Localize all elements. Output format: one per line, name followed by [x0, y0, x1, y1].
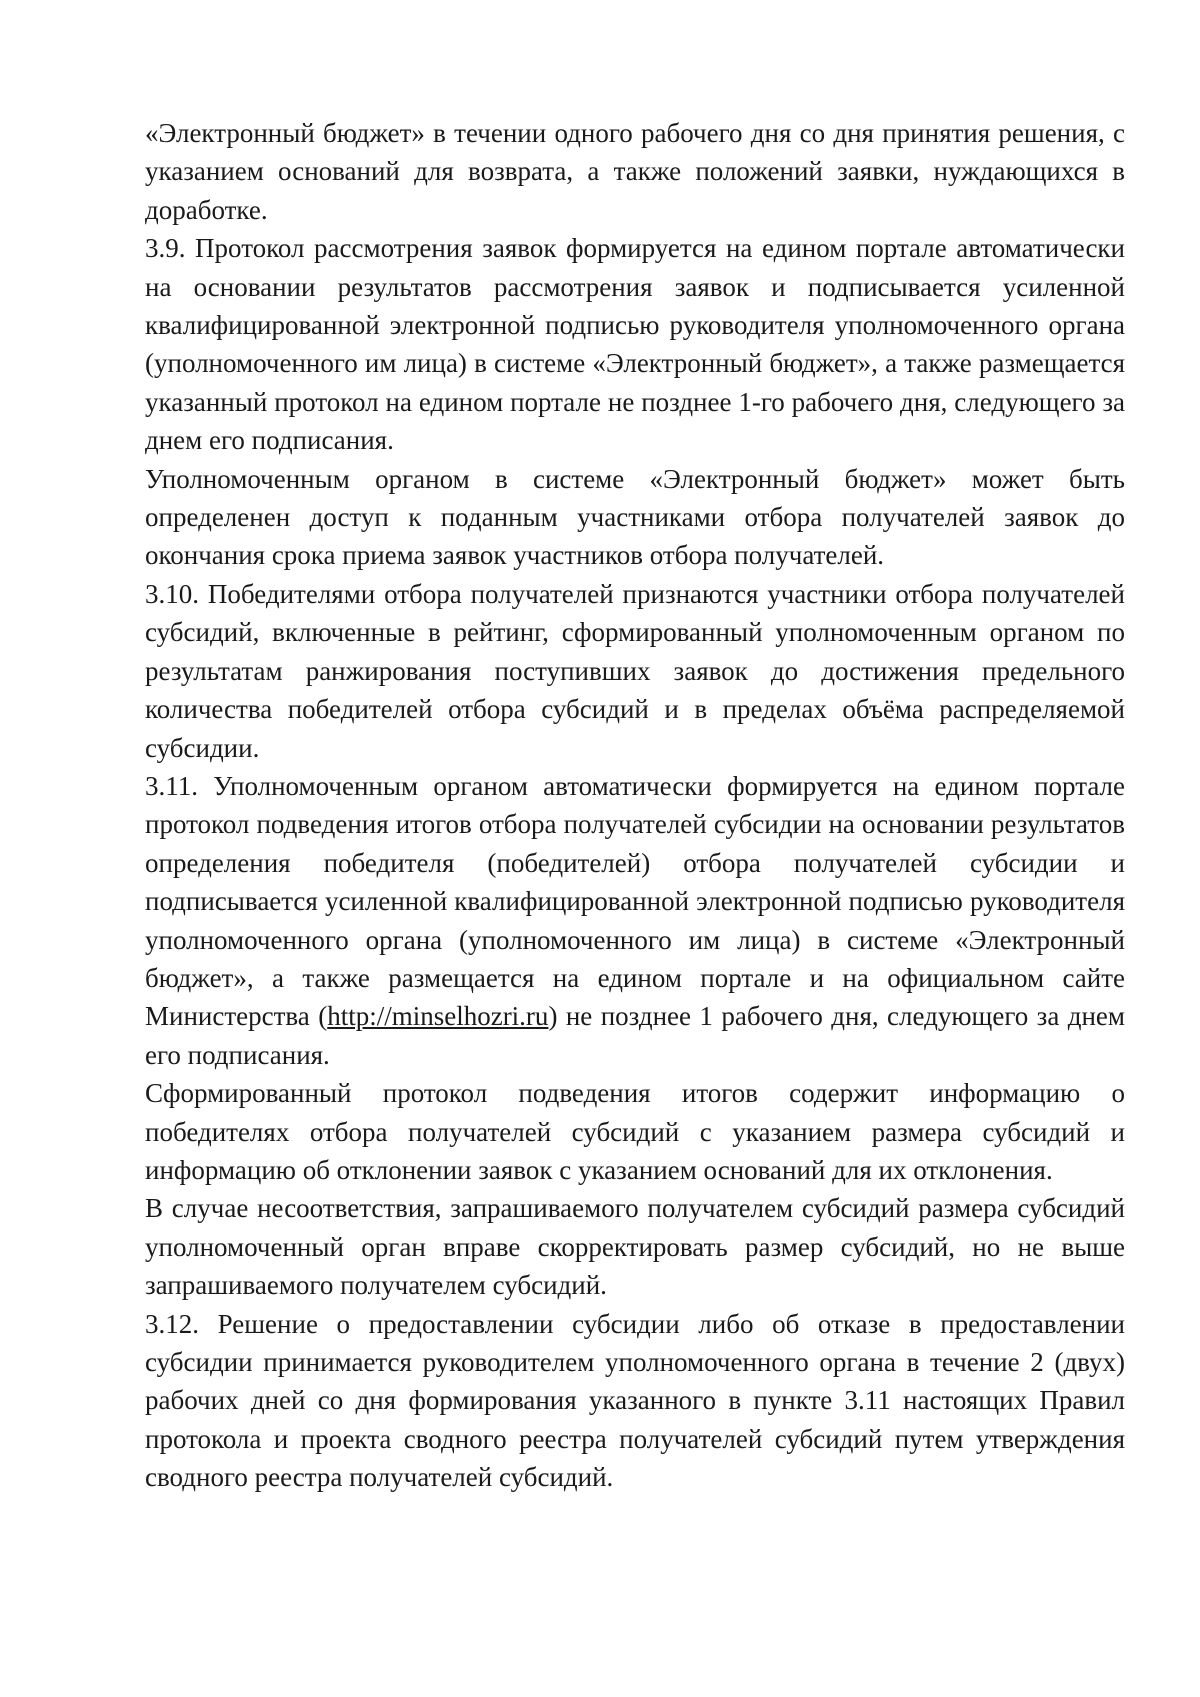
document-body	[145, 114, 1125, 1497]
paragraph-3-9: 3.9. Протокол рассмотрения заявок формируется на едином портале автоматически на основании результатов рассмотрения заявок и подписывается усиленной квалифицированной электронной подписью руководителя уполномоченного органа (уполномоченного им лица) в системе «Электронный бюджет», а также размещается указанный протокол на едином портале не позднее 1-го рабочего дня, следующего за днем его подписания.	[145, 233, 1125, 456]
ministry-website-link[interactable]: http://minselhozri.ru	[327, 1001, 549, 1032]
paragraph-discrepancy: В случае несоответствия, запрашиваемого получателем субсидий размера субсидий уполномоченный орган вправе скорректировать размер субсидий, но не выше запрашиваемого получателем субсидий.	[145, 1193, 1125, 1301]
paragraph-continuation: «Электронный бюджет» в течении одного рабочего дня со дня принятия решения, с указанием оснований для возврата, а также положений заявки, нуждающихся в доработке.	[145, 118, 1125, 225]
paragraph-3-11-text: 3.11. Уполномоченным органом автоматически формируется на едином портале протокол подведения итогов отбора получателей субсидии на основании результатов определения победителя (победителей) отбора получателей субсидии и подписывается усиленной квалифицированной электронной подписью руководителя уполномоченного органа (уполномоченного им лица) в системе «Электронный бюджет», а также размещается на едином портале и на официальном сайте Министерства (	[145, 770, 1125, 1032]
paragraph-3-12: 3.12. Решение о предоставлении субсидии либо об отказе в предоставлении субсидии принимается руководителем уполномоченного органа в течение 2 (двух) рабочих дней со дня формирования указанного в пункте 3.11 настоящих Правил протокола и проекта сводного реестра получателей субсидий путем утверждения сводного реестра получателей субсидий.	[145, 1308, 1125, 1493]
paragraph-3-11-tail: ) не позднее 1 рабочего дня, следующего за днем его подписания.	[145, 1001, 1125, 1070]
paragraph-protocol-content: Сформированный протокол подведения итогов содержит информацию о победителях отбора получателей субсидий с указанием размера субсидий и информацию об отклонении заявок с указанием оснований для их отклонения.	[145, 1078, 1125, 1185]
paragraph-access: Уполномоченным органом в системе «Электронный бюджет» может быть определенен доступ к поданным участниками отбора получателей заявок до окончания срока приема заявок участников отбора получателей.	[145, 463, 1125, 571]
paragraph-3-10: 3.10. Победителями отбора получателей признаются участники отбора получателей субсидий, включенные в рейтинг, сформированный уполномоченным органом по результатам ранжирования поступивших заявок до достижения предельного количества победителей отбора субсидий и в пределах объёма распределяемой субсидии.	[145, 578, 1125, 763]
paragraph-3-11	[145, 767, 1125, 1074]
